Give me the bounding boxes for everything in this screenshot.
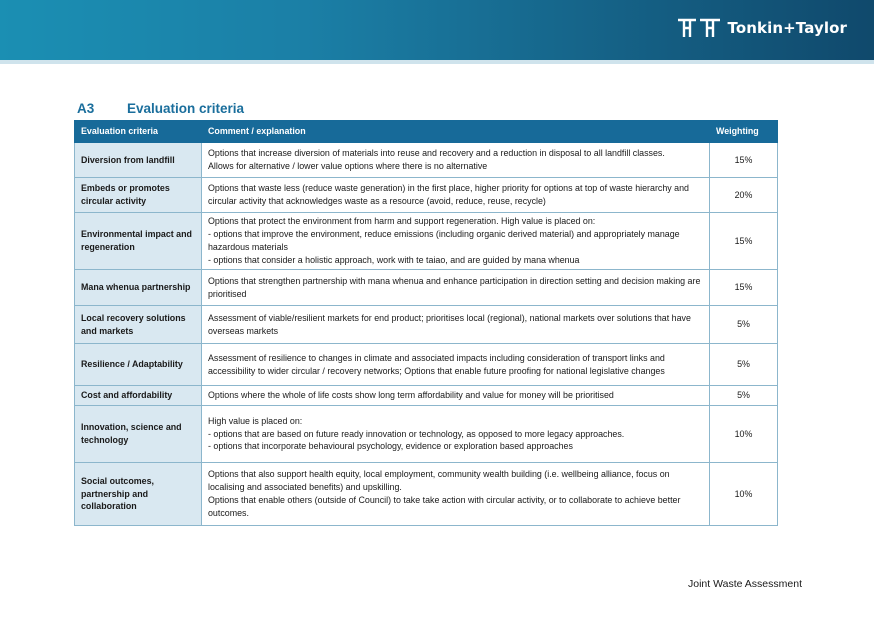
weighting-cell: 15% xyxy=(710,213,778,270)
evaluation-criteria-table xyxy=(74,120,778,526)
weighting-cell: 10% xyxy=(710,406,778,463)
weighting-cell: 20% xyxy=(710,178,778,213)
criteria-cell: Innovation, science and technology xyxy=(75,406,202,463)
table-row xyxy=(75,406,778,463)
comment-cell: Options that waste less (reduce waste generation) in the first place, higher priority for options at top of waste hierarchy and circular activity that acknowledges waste as a resource (avoid, reduce, reuse, recycle) xyxy=(202,178,710,213)
comment-cell: Options that increase diversion of materials into reuse and recovery and a reduction in disposal to all landfill classes. Allows for alternative / lower value options where there is no alternative xyxy=(202,143,710,178)
weighting-cell: 10% xyxy=(710,463,778,526)
section-number: A3 xyxy=(77,100,95,116)
tt-logo-icon xyxy=(676,17,722,39)
column-header-criteria: Evaluation criteria xyxy=(75,121,202,143)
table-row xyxy=(75,178,778,213)
comment-cell: Options that protect the environment from harm and support regeneration. High value is placed on: - options that improve the environment, reduce emissions (including organic derived material) and appropriately manage hazardous materials - options that consider a holistic approach, work with te taiao, and are guided by mana whenua xyxy=(202,213,710,270)
criteria-cell: Embeds or promotes circular activity xyxy=(75,178,202,213)
weighting-cell: 5% xyxy=(710,306,778,344)
table-row xyxy=(75,213,778,270)
criteria-cell: Environmental impact and regeneration xyxy=(75,213,202,270)
comment-cell: High value is placed on: - options that are based on future ready innovation or technology, as opposed to more legacy approaches. - options that incorporate behavioural psychology, evidence or exploration based approaches xyxy=(202,406,710,463)
weighting-cell: 5% xyxy=(710,344,778,386)
weighting-cell: 15% xyxy=(710,143,778,178)
table-row xyxy=(75,386,778,406)
criteria-cell: Diversion from landfill xyxy=(75,143,202,178)
table-row xyxy=(75,463,778,526)
section-title: Evaluation criteria xyxy=(127,100,245,116)
header-divider xyxy=(0,60,874,64)
column-header-comment: Comment / explanation xyxy=(202,121,710,143)
section-heading xyxy=(77,99,244,117)
table-row xyxy=(75,270,778,306)
comment-cell: Options that also support health equity, local employment, community wealth building (i.e. wellbeing alliance, focus on localising and associated benefits) and upskilling. Options that enable others (outside of Council) to take take action with circular activity, or to collaborate to achieve better outcomes. xyxy=(202,463,710,526)
footer-document-title: Joint Waste Assessment xyxy=(688,578,802,590)
comment-cell: Options that strengthen partnership with mana whenua and enhance participation in direction setting and decision making are prioritised xyxy=(202,270,710,306)
criteria-cell: Cost and affordability xyxy=(75,386,202,406)
weighting-cell: 5% xyxy=(710,386,778,406)
comment-cell: Assessment of viable/resilient markets for end product; prioritises local (regional), national markets over solutions that have overseas markets xyxy=(202,306,710,344)
brand-name: Tonkin+Taylor xyxy=(727,19,847,37)
table-row xyxy=(75,143,778,178)
table-header-row xyxy=(75,121,778,143)
comment-cell: Options where the whole of life costs show long term affordability and value for money will be prioritised xyxy=(202,386,710,406)
company-logo xyxy=(676,16,847,40)
table-row xyxy=(75,306,778,344)
column-header-weighting: Weighting xyxy=(710,121,778,143)
criteria-cell: Mana whenua partnership xyxy=(75,270,202,306)
criteria-cell: Social outcomes, partnership and collaboration xyxy=(75,463,202,526)
table-row xyxy=(75,344,778,386)
weighting-cell: 15% xyxy=(710,270,778,306)
comment-cell: Assessment of resilience to changes in climate and associated impacts including consideration of transport links and accessibility to wider circular / recovery networks; Options that enable future proofing for national legislative changes xyxy=(202,344,710,386)
criteria-cell: Resilience / Adaptability xyxy=(75,344,202,386)
criteria-cell: Local recovery solutions and markets xyxy=(75,306,202,344)
